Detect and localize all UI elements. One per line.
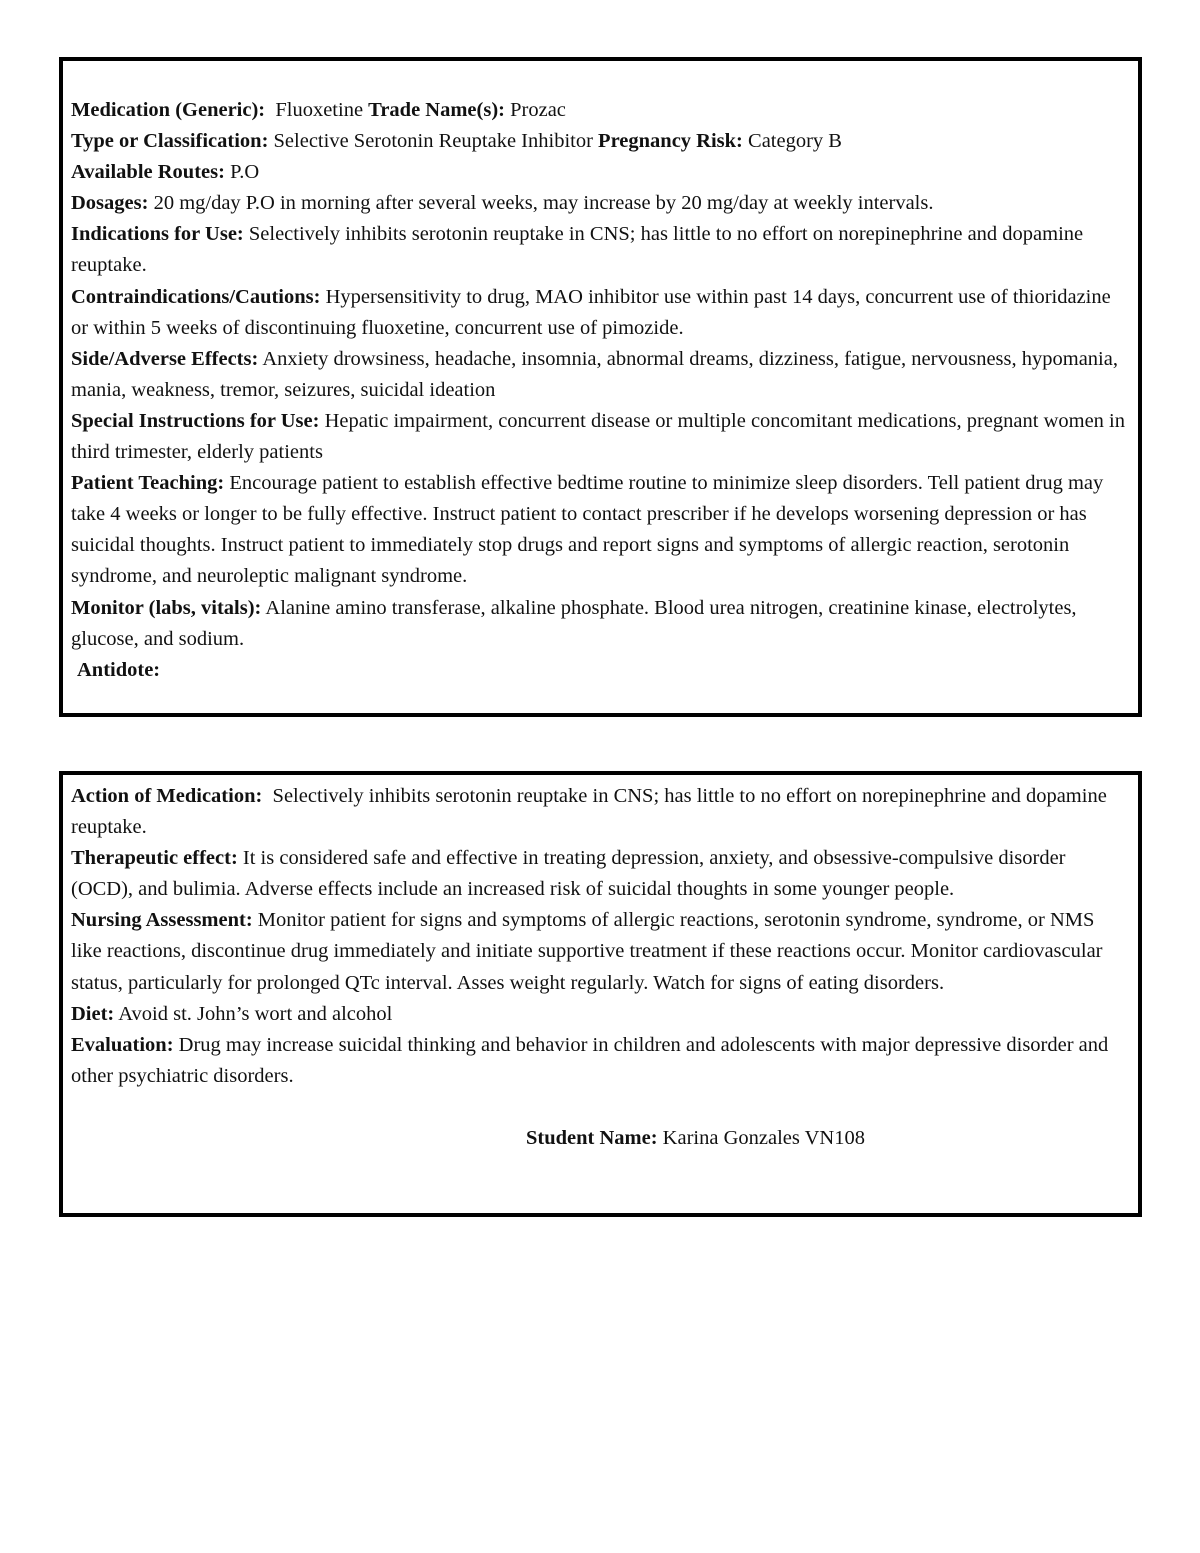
pregnancy-risk-label: Pregnancy Risk: (598, 130, 743, 153)
student-name-label: Student Name: (526, 1126, 658, 1149)
trade-name-value: Prozac (510, 99, 566, 121)
student-name-row (71, 1123, 1128, 1154)
medication-value: Fluoxetine (275, 99, 364, 121)
nursing-assessment-row (71, 905, 1128, 998)
pregnancy-risk-value: Category B (748, 130, 842, 153)
side-effects-value: Anxiety drowsiness, headache, insomnia, abnormal dreams, dizziness, fatigue, nervousness, hypomania, mania, weakness, tremor, seizures, suicidal ideation (71, 347, 1118, 401)
antidote-row (71, 655, 1128, 686)
dosages-label: Dosages: (71, 192, 149, 215)
action-label: Action of Medication: (71, 785, 263, 807)
classification-row (71, 126, 1128, 157)
evaluation-value: Drug may increase suicidal thinking and behavior in children and adolescents with major depressive disorder and other psychiatric disorders. (71, 1033, 1109, 1087)
nursing-assessment-label: Nursing Assessment: (71, 909, 253, 932)
diet-label: Diet: (71, 1002, 115, 1025)
nursing-assessment-value: Monitor patient for signs and symptoms of allergic reactions, serotonin syndrome, syndrome, or NMS like reactions, discontinue drug immediately and initiate supportive treatment if these reactions occur. Monitor cardiovascular status, particularly for prolonged QTc interval. Asses weight regularly. Watch for signs of eating disorders. (71, 909, 1103, 994)
monitor-row (71, 593, 1128, 655)
trade-name-label: Trade Name(s): (368, 99, 505, 121)
side-effects-label: Side/Adverse Effects: (71, 347, 259, 370)
antidote-label: Antidote: (77, 658, 161, 681)
contraindications-value: Hypersensitivity to drug, MAO inhibitor use within past 14 days, concurrent use of thioridazine or within 5 weeks of discontinuing fluoxetine, concurrent use of pimozide. (71, 285, 1111, 339)
therapeutic-effect-label: Therapeutic effect: (71, 847, 238, 870)
student-name-value: Karina Gonzales VN108 (662, 1126, 865, 1149)
dosages-value: 20 mg/day P.O in morning after several weeks, may increase by 20 mg/day at weekly intervals. (153, 192, 934, 215)
evaluation-row (71, 1030, 1128, 1092)
patient-teaching-label: Patient Teaching: (71, 472, 225, 495)
special-instructions-label: Special Instructions for Use: (71, 409, 320, 432)
contraindications-row (71, 282, 1128, 344)
therapeutic-effect-value: It is considered safe and effective in treating depression, anxiety, and obsessive-compulsive disorder (OCD), and bulimia. Adverse effects include an increased risk of suicidal thoughts in some younger people. (71, 847, 1066, 901)
medication-label: Medication (Generic): (71, 99, 266, 121)
indications-row (71, 219, 1128, 281)
routes-row (71, 157, 1128, 188)
side-effects-row (71, 344, 1128, 406)
medication-row (71, 95, 1128, 126)
diet-row (71, 999, 1128, 1030)
monitor-value: Alanine amino transferase, alkaline phosphate. Blood urea nitrogen, creatinine kinase, electrolytes, glucose, and sodium. (71, 596, 1077, 650)
diet-value: Avoid st. John’s wort and alcohol (118, 1002, 393, 1025)
special-instructions-row (71, 406, 1128, 468)
medication-info-card (59, 57, 1142, 717)
action-value: Selectively inhibits serotonin reuptake in CNS; has little to no effort on norepinephrine and dopamine reuptake. (71, 785, 1107, 839)
therapeutic-effect-row (71, 843, 1128, 905)
evaluation-label: Evaluation: (71, 1033, 174, 1056)
dosages-row (71, 188, 1128, 219)
classification-value: Selective Serotonin Reuptake Inhibitor (273, 130, 593, 153)
indications-value: Selectively inhibits serotonin reuptake in CNS; has little to no effort on norepinephrine and dopamine reuptake. (71, 223, 1084, 277)
medication-action-card (59, 771, 1142, 1217)
classification-label: Type or Classification: (71, 130, 269, 153)
routes-value: P.O (230, 161, 260, 184)
contraindications-label: Contraindications/Cautions: (71, 285, 321, 308)
routes-label: Available Routes: (71, 161, 225, 184)
patient-teaching-value: Encourage patient to establish effective bedtime routine to minimize sleep disorders. Tell patient drug may take 4 weeks or longer to be fully effective. Instruct patient to contact prescriber if he develops worsening depression or has suicidal thoughts. Instruct patient to immediately stop drugs and report signs and symptoms of allergic reaction, serotonin syndrome, and neuroleptic malignant syndrome. (71, 472, 1104, 588)
patient-teaching-row (71, 468, 1128, 592)
monitor-label: Monitor (labs, vitals): (71, 596, 262, 619)
action-row (71, 781, 1128, 843)
special-instructions-value: Hepatic impairment, concurrent disease or multiple concomitant medications, pregnant women in third trimester, elderly patients (71, 409, 1125, 464)
indications-label: Indications for Use: (71, 223, 244, 246)
